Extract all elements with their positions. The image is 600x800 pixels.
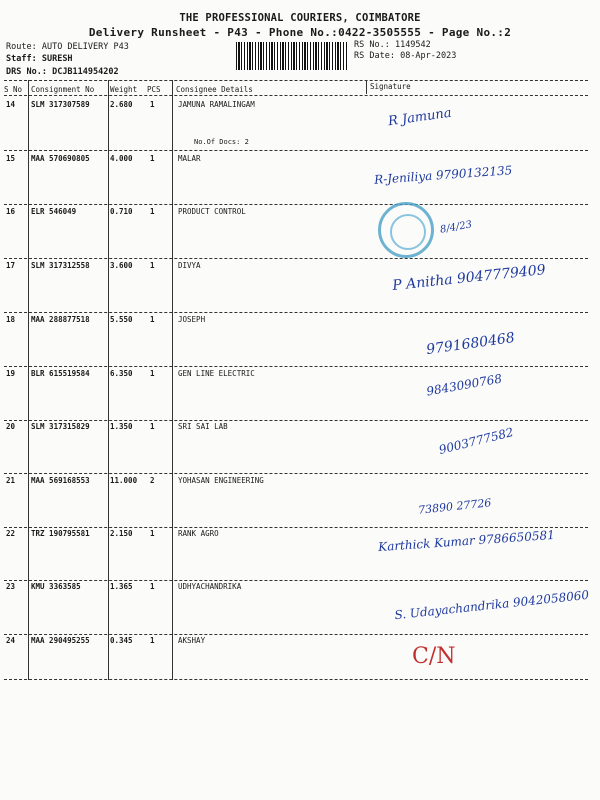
row-consignment-no: MAA 570690805 [31, 154, 90, 163]
table-top-rule [4, 80, 588, 81]
row-pcs: 1 [150, 154, 155, 163]
row-weight: 6.350 [110, 369, 133, 378]
row-separator [4, 634, 588, 635]
column-header-consignment: Consignment No [31, 85, 95, 94]
row-signature: R Jamuna [387, 105, 453, 130]
rs-date-line [354, 51, 456, 61]
row-pcs: 1 [150, 529, 155, 538]
row-weight: 0.345 [110, 636, 133, 645]
row-sno: 23 [6, 582, 16, 591]
row-signature: 9791680468 [425, 329, 516, 359]
row-separator [4, 679, 588, 680]
row-docs-count: No.Of Docs: 2 [194, 138, 249, 146]
row-sno: 21 [6, 476, 16, 485]
rs-no-label: RS No.: [354, 40, 390, 50]
row-consignment-no: MAA 569168553 [31, 476, 90, 485]
row-pcs: 1 [150, 100, 155, 109]
row-separator [4, 258, 588, 259]
row-separator [4, 204, 588, 205]
column-header-signature: Signature [370, 82, 411, 91]
row-consignee: AKSHAY [178, 636, 206, 645]
row-sno: 17 [6, 261, 16, 270]
rs-date-value: 08-Apr-2023 [400, 51, 457, 61]
row-weight: 4.000 [110, 154, 133, 163]
row-weight: 11.000 [110, 476, 138, 485]
table-header-rule [4, 95, 588, 96]
drs-value: DCJB114954202 [52, 67, 119, 77]
row-consignment-no: SLM 317315829 [31, 422, 90, 431]
row-consignment-no: SLM 317312558 [31, 261, 90, 270]
row-weight: 2.680 [110, 100, 133, 109]
row-consignee: JOSEPH [178, 315, 206, 324]
row-consignment-no: MAA 288877518 [31, 315, 90, 324]
row-signature: S. Udayachandrika 9042058060 [393, 587, 590, 623]
row-separator [4, 150, 588, 151]
company-seal-stamp [378, 202, 434, 258]
row-consignee: RANK AGRO [178, 529, 219, 538]
row-weight: 2.150 [110, 529, 133, 538]
row-signature: Karthick Kumar 9786650581 [377, 527, 556, 555]
row-sno: 20 [6, 422, 16, 431]
row-separator [4, 366, 588, 367]
row-pcs: 1 [150, 207, 155, 216]
row-pcs: 2 [150, 476, 155, 485]
row-sno: 14 [6, 100, 16, 109]
row-consignment-no: MAA 290495255 [31, 636, 90, 645]
row-consignment-no: BLR 615519584 [31, 369, 90, 378]
row-weight: 5.550 [110, 315, 133, 324]
row-pcs: 1 [150, 582, 155, 591]
column-header-consignee: Consignee Details [176, 85, 253, 94]
row-consignee: SRI SAI LAB [178, 422, 228, 431]
route-line [6, 42, 129, 52]
row-sno: 24 [6, 636, 16, 645]
row-weight: 3.600 [110, 261, 133, 270]
row-consignee: GEN LINE ELECTRIC [178, 369, 255, 378]
row-weight: 0.710 [110, 207, 133, 216]
row-signature: 9003777582 [437, 424, 515, 458]
column-divider [172, 80, 173, 680]
row-consignment-no: SLM 317307589 [31, 100, 90, 109]
row-sno: 18 [6, 315, 16, 324]
row-consignee: MALAR [178, 154, 201, 163]
row-consignee: DIVYA [178, 261, 201, 270]
row-separator [4, 527, 588, 528]
document-subtitle: Delivery Runsheet - P43 - Phone No.:0422-3505555 - Page No.:2 [88, 26, 512, 39]
document-title: THE PROFESSIONAL COURIERS, COIMBATORE [179, 12, 421, 24]
staff-value: SURESH [41, 54, 73, 64]
column-divider [108, 80, 109, 680]
row-consignee: JAMUNA RAMALINGAM [178, 100, 255, 109]
row-signature: 8/4/23 [439, 219, 473, 236]
row-pcs: 1 [150, 369, 155, 378]
row-weight: 1.365 [110, 582, 133, 591]
row-consignment-no: KMU 3363585 [31, 582, 81, 591]
row-sno: 15 [6, 154, 16, 163]
drs-label: DRS No.: [6, 67, 47, 77]
row-sno: 16 [6, 207, 16, 216]
row-consignee: UDHYACHANDRIKA [178, 582, 242, 591]
cn-handwritten-mark: C/N [412, 644, 456, 669]
row-consignee: PRODUCT CONTROL [178, 207, 246, 216]
row-sno: 22 [6, 529, 16, 538]
row-consignment-no: TRZ 190795581 [31, 529, 90, 538]
rs-no-value: 1149542 [394, 40, 431, 50]
route-value: AUTO DELIVERY P43 [41, 42, 129, 52]
drs-line [6, 67, 119, 77]
column-header-pcs: PCS [147, 85, 161, 94]
column-divider [28, 80, 29, 680]
row-separator [4, 312, 588, 313]
row-pcs: 1 [150, 261, 155, 270]
row-weight: 1.350 [110, 422, 133, 431]
route-label: Route: [6, 42, 37, 52]
row-signature: P Anitha 9047779409 [391, 261, 547, 295]
row-pcs: 1 [150, 636, 155, 645]
row-consignment-no: ELR 546049 [31, 207, 77, 216]
row-signature: 9843090768 [425, 371, 503, 399]
row-pcs: 1 [150, 422, 155, 431]
barcode [236, 42, 348, 70]
row-sno: 19 [6, 369, 16, 378]
row-separator [4, 580, 588, 581]
column-header-weight: Weight [110, 85, 138, 94]
row-consignee: YOHASAN ENGINEERING [178, 476, 264, 485]
row-separator [4, 420, 588, 421]
staff-line [6, 54, 73, 64]
rs-no-line [354, 40, 431, 50]
staff-label: Staff: [6, 54, 37, 64]
row-separator [4, 473, 588, 474]
column-divider [366, 80, 367, 94]
row-signature: 73890 27726 [417, 496, 492, 517]
row-signature: R-Jeniliya 9790132135 [373, 163, 513, 187]
rs-date-label: RS Date: [354, 51, 395, 61]
row-pcs: 1 [150, 315, 155, 324]
column-header-sno: S No [4, 85, 23, 94]
